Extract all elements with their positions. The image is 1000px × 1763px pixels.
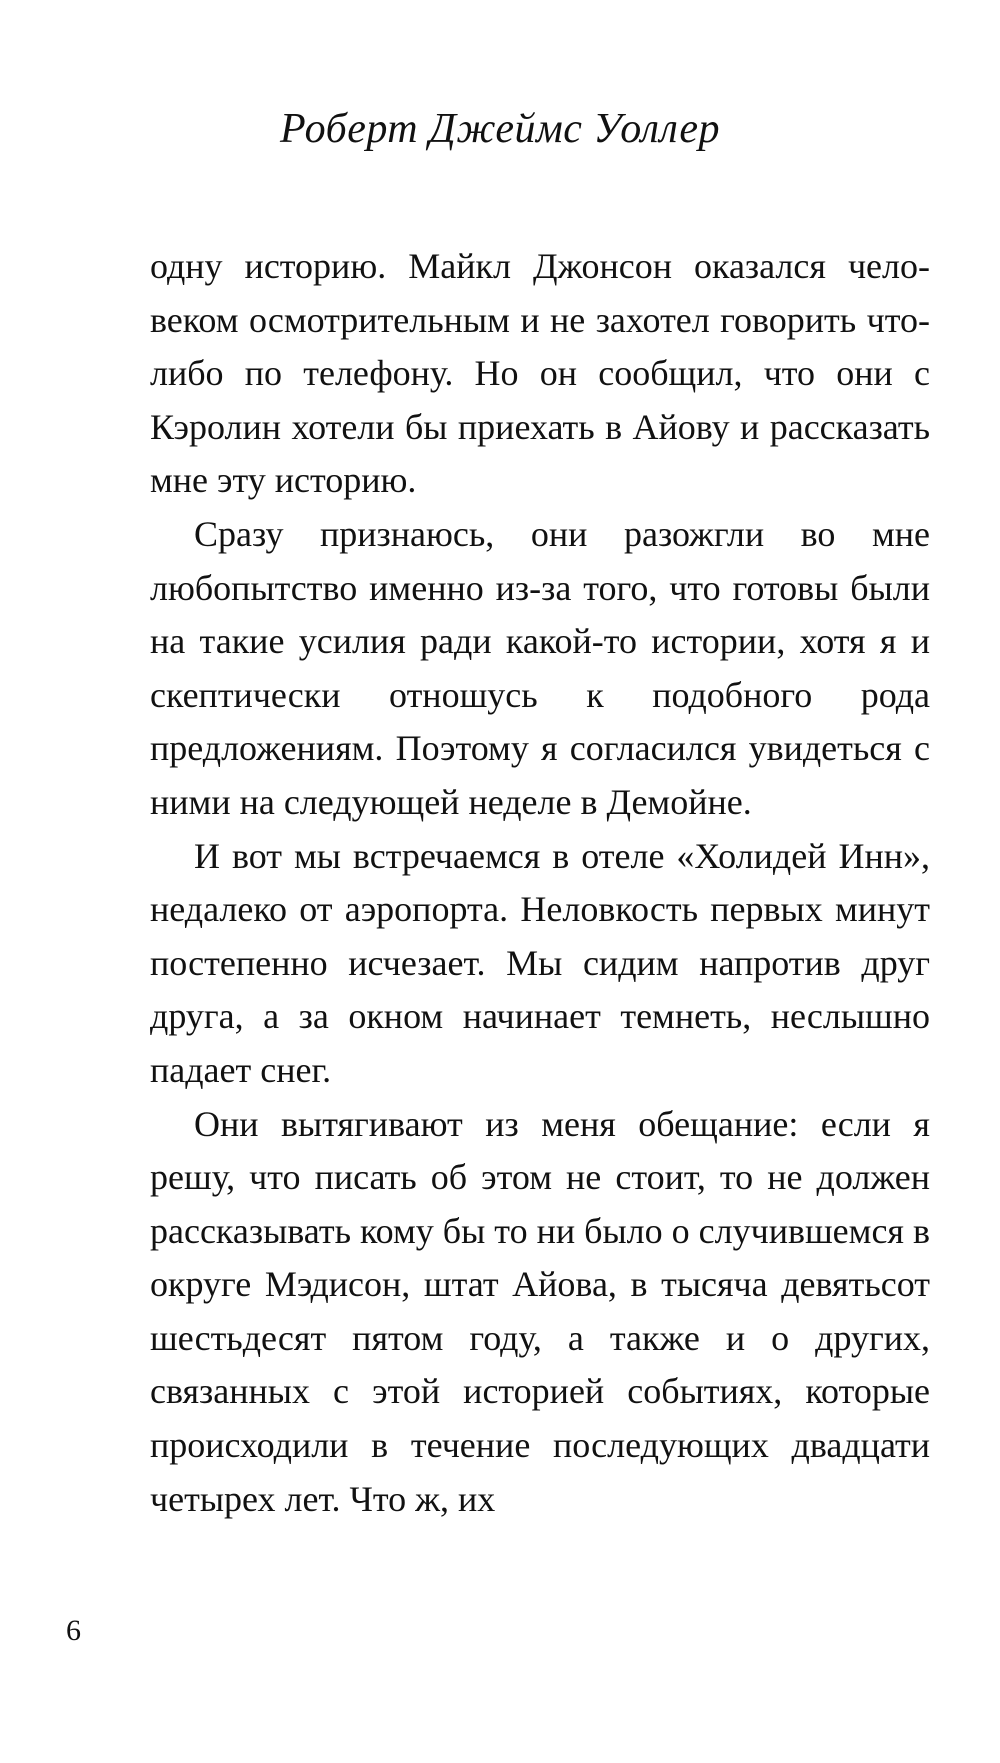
page-number: 6 bbox=[66, 1614, 81, 1647]
paragraph-2: Сразу признаюсь, они разожгли во мне любопытство именно из-за того, что готовы были на такие усилия ради какой-то истории, хотя я и скептически отношусь к подобного рода предложениям. Поэтому я согласился увидеться с ними на следующей неделе в Демойне. bbox=[150, 513, 930, 822]
running-header-author: Роберт Джеймс Уоллер bbox=[279, 106, 720, 152]
paragraph-3: И вот мы встречаемся в отеле «Холидей Инн», недалеко от аэропорта. Неловкость первых минут постепенно исчезает. Мы сидим напротив друг друга, а за окном начинает темнеть, неслышно падает снег. bbox=[150, 835, 930, 1090]
paragraph-4: Они вытягивают из меня обещание: если я решу, что писать об этом не стоит, то не должен рассказывать кому бы то ни было о случившемся в округе Мэдисон, штат Айова, в тысяча девятьсот шестьдесят пятом году, а также и о других, связанных с этой историей событиях, которые происходили в течение последующих двадцати четырех лет. Что ж, их bbox=[150, 1103, 930, 1519]
body-text bbox=[150, 240, 930, 1526]
paragraph-1: одну историю. Майкл Джонсон оказался человеком осмотрительным и не захотел говорить что-либо по телефону. Но он сообщил, что они с Кэролин хотели бы приехать в Айову и рассказать мне эту историю. bbox=[150, 246, 930, 501]
